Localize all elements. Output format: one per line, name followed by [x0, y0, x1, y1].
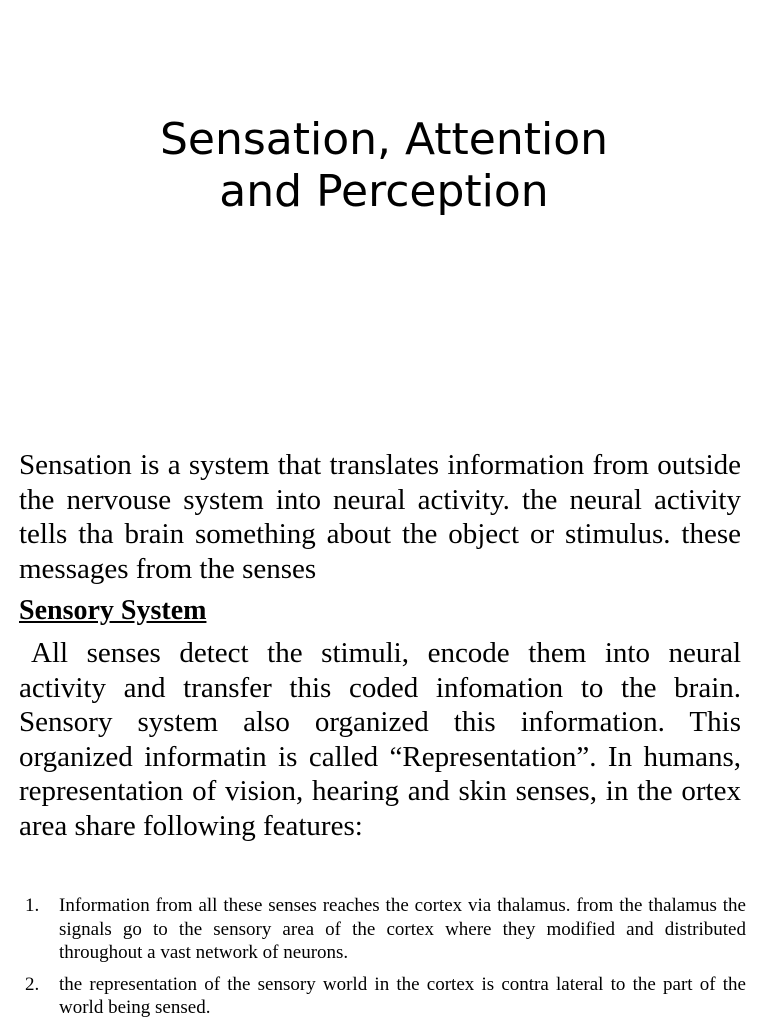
section-heading: Sensory System	[19, 595, 207, 626]
section-paragraph: All senses detect the stimuli, encode them into neural activity and transfer this coded infomation to the brain. Sensory system also organized this information. This organized informatin is called “Representation”. In humans, representation of vision, hearing and skin senses, in the ortex area share following features:	[19, 637, 741, 842]
list-item	[19, 894, 746, 965]
list-item-number: 2.	[25, 973, 40, 995]
list-item-text: the representation of the sensory world in the cortex is contra lateral to the part of the world being sensed.	[59, 973, 746, 1018]
list-item-text: Information from all these senses reaches the cortex via thalamus. from the thalamus the signals go to the sensory area of the cortex where they modified and distributed throughout a vast network of neurons.	[59, 895, 746, 963]
title-line-2: and Perception	[219, 166, 549, 217]
features-list	[19, 894, 746, 1028]
title-line-1: Sensation, Attention	[159, 114, 609, 165]
list-item	[19, 973, 746, 1020]
page-title	[0, 114, 768, 218]
intro-paragraph: Sensation is a system that translates information from outside the nervouse system into neural activity. the neural activity tells tha brain something about the object or stimulus. these messages from the senses	[19, 449, 741, 585]
list-item-number: 1.	[25, 895, 40, 916]
